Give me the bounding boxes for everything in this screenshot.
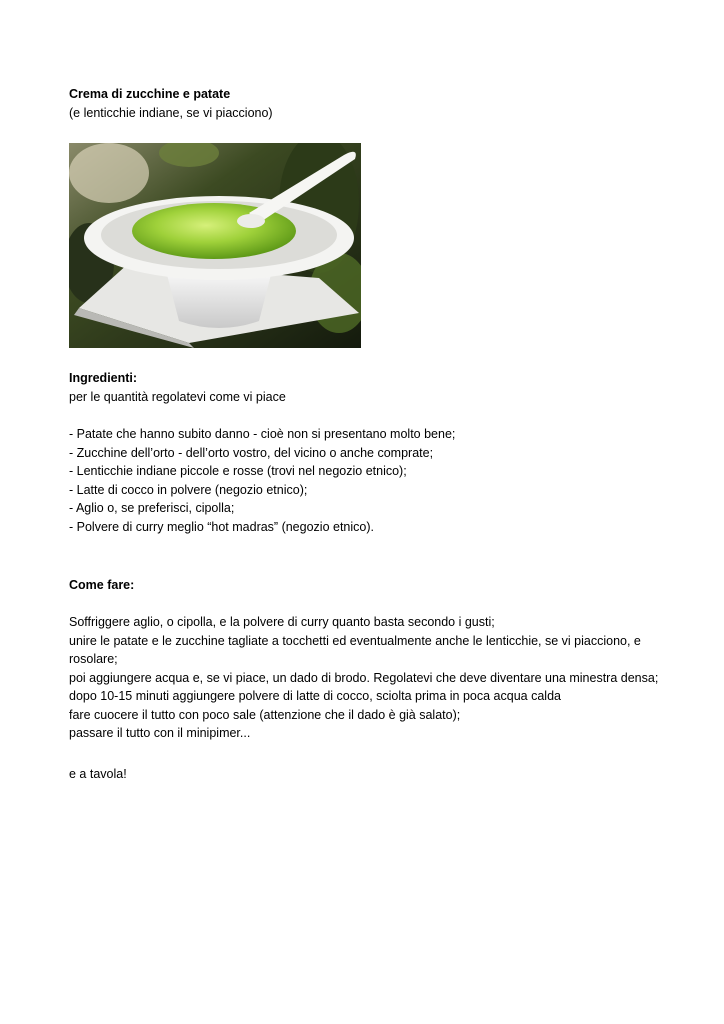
ingredient-item: - Polvere di curry meglio “hot madras” (negozio etnico). xyxy=(69,519,374,534)
method-heading: Come fare: xyxy=(69,578,135,592)
ingredient-item: - Aglio o, se preferisci, cipolla; xyxy=(69,501,235,515)
method-step: Soffriggere aglio, o cipolla, e la polvere di curry quanto basta secondo i gusti; xyxy=(69,615,495,629)
soup-bowl-photo xyxy=(69,143,361,348)
ingredient-item: - Patate che hanno subito danno - cioè non si presentano molto bene; xyxy=(69,427,456,441)
closing-line: e a tavola! xyxy=(69,767,127,781)
method-step: fare cuocere il tutto con poco sale (attenzione che il dado è già salato); xyxy=(69,707,461,722)
ingredient-item: - Latte di cocco in polvere (negozio etnico); xyxy=(69,482,308,497)
method-step: dopo 10-15 minuti aggiungere polvere di latte di cocco, sciolta prima in poca acqua calda xyxy=(69,689,561,703)
ingredient-item: - Lenticchie indiane piccole e rosse (trovi nel negozio etnico); xyxy=(69,464,407,478)
method-step: poi aggiungere acqua e, se vi piace, un dado di brodo. Regolatevi che deve diventare una minestra densa; xyxy=(69,670,659,685)
ingredients-note: per le quantità regolatevi come vi piace xyxy=(69,390,286,404)
ingredients-list xyxy=(69,425,455,536)
recipe-subtitle: (e lenticchie indiane, se vi piacciono) xyxy=(69,106,273,120)
method-step: passare il tutto con il minipimer... xyxy=(69,726,251,740)
ingredients-heading: Ingredienti: xyxy=(69,371,138,385)
method-step: unire le patate e le zucchine tagliate a tocchetti ed eventualmente anche le lenticchie, se vi piacciono, e rosolare; xyxy=(69,633,641,666)
method-steps xyxy=(69,613,659,743)
recipe-title: Crema di zucchine e patate xyxy=(69,87,231,101)
ingredient-item: - Zucchine dell’orto - dell’orto vostro, del vicino o anche comprate; xyxy=(69,445,434,460)
